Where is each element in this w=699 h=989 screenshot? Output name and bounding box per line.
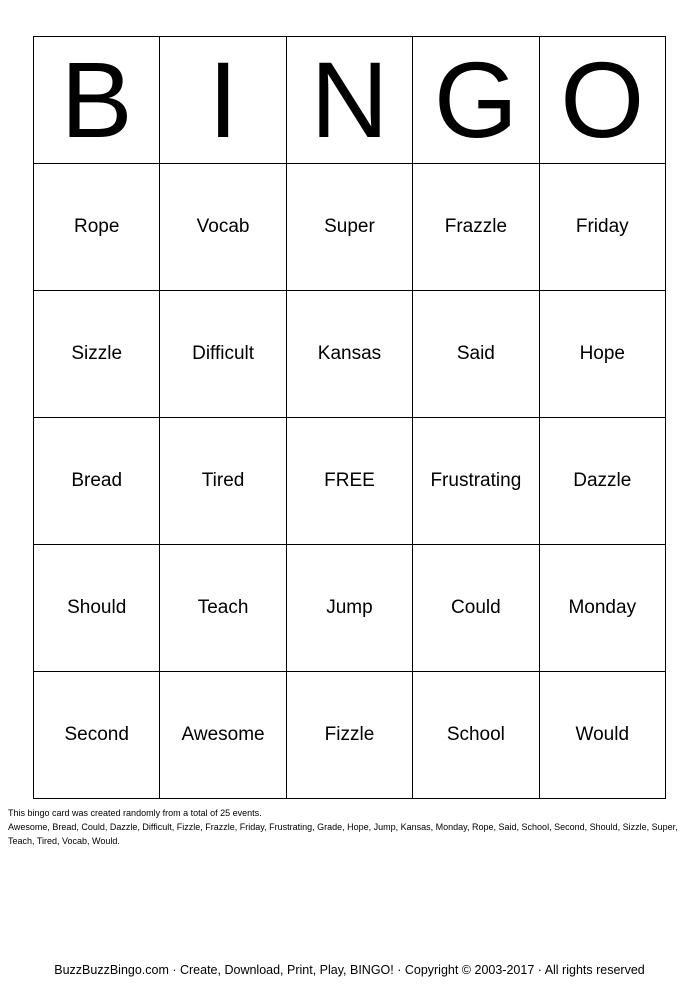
bingo-cell: Should (34, 545, 160, 672)
bingo-cell: Super (286, 164, 412, 291)
bingo-cell: Dazzle (539, 418, 665, 545)
bingo-cell: Hope (539, 291, 665, 418)
bingo-cell: Could (413, 545, 539, 672)
bingo-cell: Bread (34, 418, 160, 545)
bingo-cell: Tired (160, 418, 286, 545)
bingo-cell: Jump (286, 545, 412, 672)
bingo-row (34, 672, 666, 799)
bingo-cell: Would (539, 672, 665, 799)
card-note-event-list: Awesome, Bread, Could, Dazzle, Difficult, Fizzle, Frazzle, Friday, Frustrating, Grade, Hope, Jump, Kansas, Monday, Rope, Said, School, Second, Should, Sizzle, Super, Teach, Tired, Vocab, Would. (8, 822, 678, 846)
bingo-row (34, 291, 666, 418)
bingo-cell: Monday (539, 545, 665, 672)
free-space-cell: FREE (286, 418, 412, 545)
bingo-cell: Frustrating (413, 418, 539, 545)
bingo-cell: Frazzle (413, 164, 539, 291)
bingo-card (33, 36, 666, 799)
card-note-summary: This bingo card was created randomly from a total of 25 events. (8, 808, 262, 818)
header-letter-o: O (539, 37, 665, 164)
bingo-row (34, 545, 666, 672)
header-letter-n: N (286, 37, 412, 164)
bingo-cell: School (413, 672, 539, 799)
bingo-cell: Difficult (160, 291, 286, 418)
bingo-header-row (34, 37, 666, 164)
card-note (8, 806, 692, 848)
header-letter-i: I (160, 37, 286, 164)
bingo-cell: Teach (160, 545, 286, 672)
bingo-cell: Vocab (160, 164, 286, 291)
bingo-cell: Second (34, 672, 160, 799)
bingo-cell: Kansas (286, 291, 412, 418)
page-footer: BuzzBuzzBingo.com · Create, Download, Print, Play, BINGO! · Copyright © 2003-2017 · All rights reserved (54, 963, 645, 977)
bingo-cell: Rope (34, 164, 160, 291)
bingo-cell: Fizzle (286, 672, 412, 799)
bingo-cell: Friday (539, 164, 665, 291)
bingo-row (34, 418, 666, 545)
bingo-row (34, 164, 666, 291)
bingo-cell: Sizzle (34, 291, 160, 418)
header-letter-b: B (34, 37, 160, 164)
bingo-cell: Said (413, 291, 539, 418)
bingo-cell: Awesome (160, 672, 286, 799)
header-letter-g: G (413, 37, 539, 164)
